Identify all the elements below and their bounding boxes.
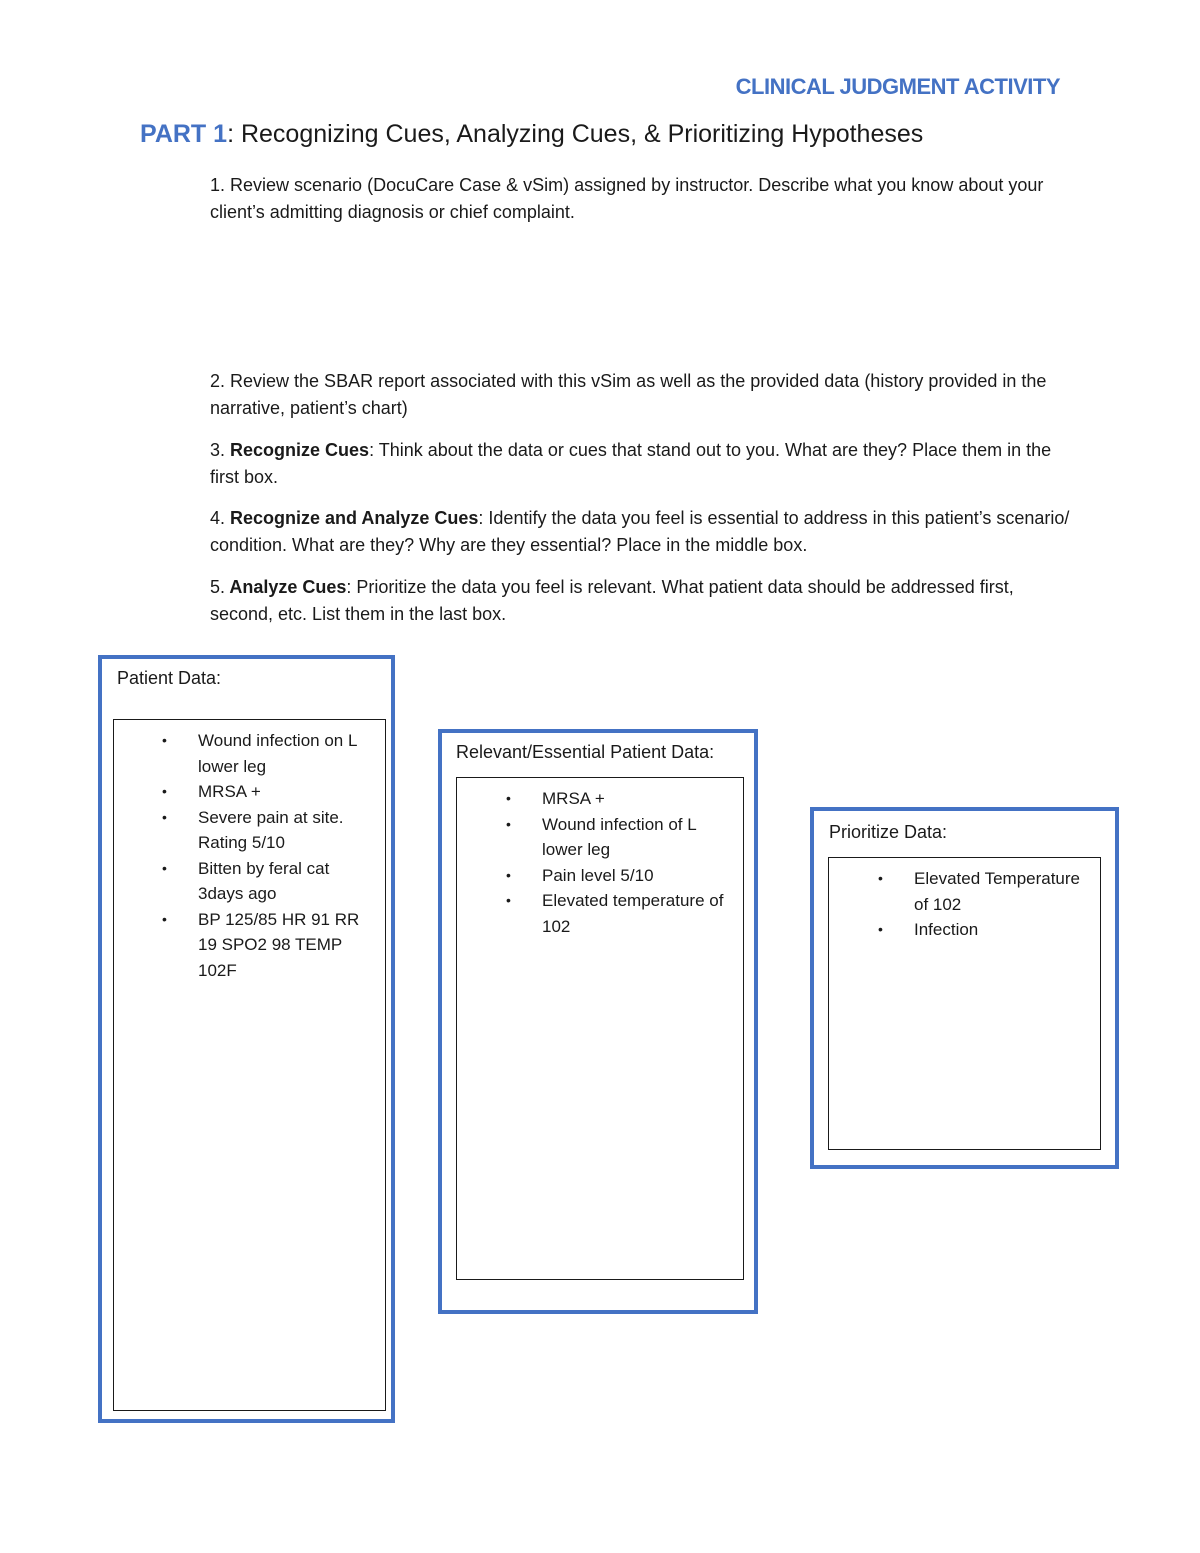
instruction-number: 3. [210, 440, 226, 460]
bullet-icon: • [162, 910, 167, 927]
instruction-number: 5. [210, 577, 226, 597]
bullet-icon: • [506, 866, 511, 883]
list-item-text: Bitten by feral cat 3days ago [198, 858, 330, 903]
part-separator: : [227, 120, 235, 148]
list-item-text: Elevated Temperature of 102 [914, 869, 1081, 914]
list-item [878, 917, 1092, 943]
prioritize-data-list-box[interactable] [828, 857, 1101, 1150]
prioritize-data-heading: Prioritize Data: [829, 822, 948, 842]
list-item-text: Elevated temperature of 102 [542, 891, 724, 936]
bullet-icon: • [506, 892, 511, 908]
bullet-icon: • [878, 870, 883, 886]
instruction-text: : Think about the data or cues that stand out to you. What are they? Place them in the first box. [210, 440, 1052, 487]
list-item-text: Severe pain at site. Rating 5/10 [198, 807, 344, 852]
instruction-5 [210, 574, 1080, 628]
instruction-number: 2. [210, 371, 226, 391]
instruction-bold: Recognize and Analyze Cues [225, 508, 479, 528]
page-header: CLINICAL JUDGMENT ACTIVITY [735, 74, 1060, 99]
part-label: PART 1 [140, 120, 228, 148]
relevant-data-heading: Relevant/Essential Patient Data: [456, 742, 715, 762]
list-item-text: Infection [914, 920, 979, 939]
list-item [878, 866, 1092, 917]
instruction-bold: Recognize Cues [225, 440, 370, 460]
bullet-icon: • [878, 921, 883, 937]
list-item [162, 805, 378, 856]
relevant-data-list-box[interactable] [456, 777, 744, 1280]
list-item [162, 856, 378, 907]
list-item [162, 728, 378, 779]
bullet-icon: • [162, 732, 167, 748]
instruction-2 [210, 368, 1080, 422]
patient-data-heading: Patient Data: [117, 668, 222, 688]
instruction-text: : Identify the data you feel is essential to address in this patient’s scenario/ condition. What are they? Why are they essential? Place in the middle box. [210, 508, 1070, 555]
list-item-text: Wound infection of L lower leg [542, 814, 697, 859]
patient-data-list [162, 728, 378, 983]
instruction-3 [210, 437, 1080, 491]
list-item-text: MRSA + [198, 782, 261, 801]
bullet-icon: • [506, 790, 511, 806]
list-item-text: Wound infection on L lower leg [198, 731, 357, 776]
bullet-icon: • [162, 783, 167, 799]
list-item [162, 907, 378, 984]
bullet-icon: • [162, 859, 167, 876]
list-item-text: Pain level 5/10 [542, 865, 654, 885]
instruction-1 [210, 172, 1080, 226]
part-title [140, 120, 923, 149]
list-item [506, 786, 732, 812]
part-heading: Recognizing Cues, Analyzing Cues, & Prioritizing Hypotheses [234, 120, 924, 148]
instruction-number: 4. [210, 508, 226, 528]
relevant-data-list [506, 786, 732, 939]
bullet-icon: • [506, 815, 511, 832]
instruction-4 [210, 505, 1080, 559]
list-item [506, 888, 732, 939]
prioritize-data-list [878, 866, 1092, 943]
instruction-text: Review the SBAR report associated with this vSim as well as the provided data (history provided in the narrative, patient’s chart) [210, 371, 1047, 418]
instruction-text: : Prioritize the data you feel is relevant. What patient data should be addressed first, second, etc. List them in the last box. [210, 577, 1014, 624]
instruction-number: 1. [210, 175, 226, 195]
instruction-bold: Analyze Cues [225, 577, 347, 597]
bullet-icon: • [162, 808, 167, 825]
list-item [162, 779, 378, 805]
list-item [506, 812, 732, 863]
list-item [506, 863, 732, 889]
list-item-text: MRSA + [542, 789, 605, 808]
patient-data-list-box[interactable] [113, 719, 386, 1411]
instruction-text: Review scenario (DocuCare Case & vSim) assigned by instructor. Describe what you know about your client’s admitting diagnosis or chief complaint. [210, 175, 1044, 222]
list-item-text: BP 125/85 HR 91 RR 19 SPO2 98 TEMP 102F [198, 909, 360, 980]
